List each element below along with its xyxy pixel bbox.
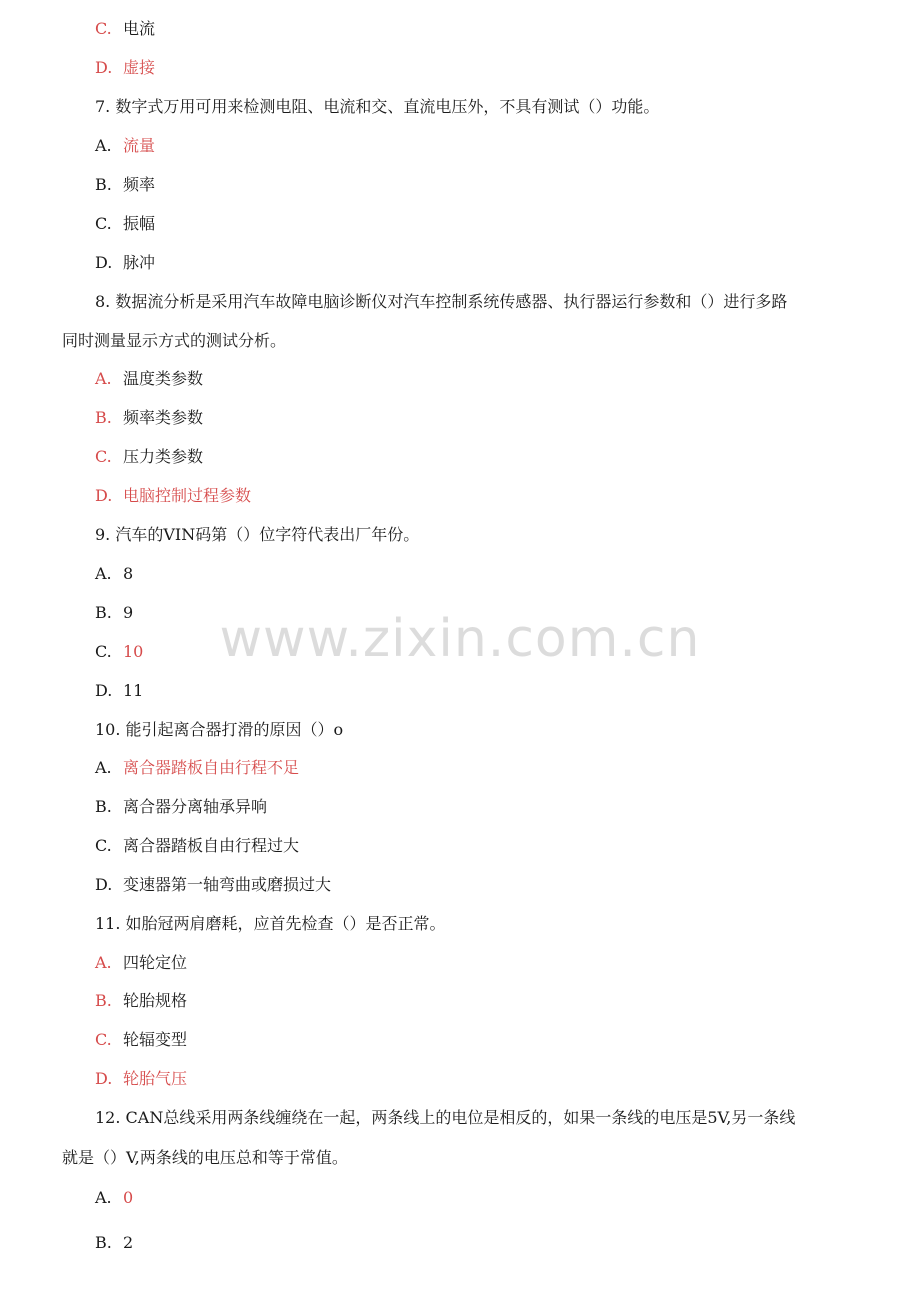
question-8-stem-continued: 同时测量显示方式的测试分析。 bbox=[62, 331, 287, 350]
option-letter: A. bbox=[95, 369, 112, 388]
option-letter: D. bbox=[95, 875, 113, 894]
option-text: 轮胎气压 bbox=[123, 1069, 188, 1088]
option-letter: B. bbox=[95, 603, 112, 622]
option-letter: B. bbox=[95, 175, 112, 194]
option-text: 0 bbox=[123, 1188, 134, 1207]
option-c[interactable] bbox=[95, 1030, 187, 1050]
option-letter: A. bbox=[95, 758, 112, 777]
option-letter: B. bbox=[95, 991, 112, 1010]
option-text: 2 bbox=[123, 1233, 134, 1252]
question-12-stem: 12. CAN总线采用两条线缠绕在一起，两条线上的电位是相反的，如果一条线的电压是5V,另一条线 bbox=[95, 1108, 796, 1127]
option-a[interactable] bbox=[95, 1188, 133, 1208]
option-text: 轮胎规格 bbox=[123, 991, 188, 1010]
question-11-stem: 11. 如胎冠两肩磨耗，应首先检查（）是否正常。 bbox=[95, 914, 446, 933]
option-a[interactable] bbox=[95, 369, 203, 389]
option-letter: A. bbox=[95, 953, 112, 972]
option-letter: B. bbox=[95, 408, 112, 427]
option-letter: D. bbox=[95, 253, 113, 272]
option-letter: C. bbox=[95, 19, 112, 38]
question-8-stem: 8. 数据流分析是采用汽车故障电脑诊断仪对汽车控制系统传感器、执行器运行参数和（）进行多路 bbox=[95, 292, 788, 311]
option-b[interactable] bbox=[95, 1233, 133, 1253]
option-text: 8 bbox=[123, 564, 134, 583]
option-text: 压力类参数 bbox=[123, 447, 204, 466]
option-letter: B. bbox=[95, 797, 112, 816]
watermark: www.zixin.com.cn bbox=[219, 609, 701, 669]
option-b[interactable] bbox=[95, 408, 203, 428]
option-c[interactable] bbox=[95, 19, 155, 39]
option-text: 流量 bbox=[123, 136, 156, 155]
option-text: 离合器分离轴承异响 bbox=[123, 797, 268, 816]
option-text: 轮辐变型 bbox=[123, 1030, 188, 1049]
option-text: 变速器第一轴弯曲或磨损过大 bbox=[123, 875, 332, 894]
option-letter: C. bbox=[95, 642, 112, 661]
option-a[interactable] bbox=[95, 136, 155, 156]
option-text: 四轮定位 bbox=[123, 953, 188, 972]
option-letter: C. bbox=[95, 836, 112, 855]
option-letter: D. bbox=[95, 486, 113, 505]
question-12-stem-continued: 就是（）V,两条线的电压总和等于常值。 bbox=[62, 1148, 348, 1167]
option-text: 脉冲 bbox=[123, 253, 156, 272]
option-letter: C. bbox=[95, 447, 112, 466]
option-text: 离合器踏板自由行程过大 bbox=[123, 836, 300, 855]
option-text: 10 bbox=[123, 642, 144, 661]
question-7-stem: 7. 数字式万用可用来检测电阻、电流和交、直流电压外，不具有测试（）功能。 bbox=[95, 97, 660, 116]
option-d[interactable] bbox=[95, 253, 155, 273]
option-letter: C. bbox=[95, 214, 112, 233]
option-letter: A. bbox=[95, 136, 112, 155]
option-d[interactable] bbox=[95, 486, 251, 506]
option-c[interactable] bbox=[95, 642, 143, 662]
option-letter: B. bbox=[95, 1233, 112, 1252]
option-c[interactable] bbox=[95, 836, 299, 856]
option-letter: D. bbox=[95, 681, 113, 700]
option-letter: C. bbox=[95, 1030, 112, 1049]
option-text: 温度类参数 bbox=[123, 369, 204, 388]
option-letter: D. bbox=[95, 1069, 113, 1088]
option-b[interactable] bbox=[95, 603, 133, 623]
option-letter: D. bbox=[95, 58, 113, 77]
option-c[interactable] bbox=[95, 214, 155, 234]
option-a[interactable] bbox=[95, 758, 299, 778]
option-c[interactable] bbox=[95, 447, 203, 467]
option-a[interactable] bbox=[95, 953, 187, 973]
option-d[interactable] bbox=[95, 1069, 187, 1089]
question-10-stem: 10. 能引起离合器打滑的原因（）o bbox=[95, 720, 344, 739]
option-d[interactable] bbox=[95, 875, 331, 895]
option-letter: A. bbox=[95, 1188, 112, 1207]
option-d[interactable] bbox=[95, 58, 155, 78]
option-text: 电流 bbox=[123, 19, 156, 38]
option-letter: A. bbox=[95, 564, 112, 583]
option-text: 频率 bbox=[123, 175, 156, 194]
option-text: 虚接 bbox=[123, 58, 156, 77]
option-b[interactable] bbox=[95, 797, 267, 817]
option-text: 11 bbox=[123, 681, 144, 700]
option-text: 电脑控制过程参数 bbox=[123, 486, 252, 505]
option-text: 9 bbox=[123, 603, 134, 622]
option-text: 振幅 bbox=[123, 214, 156, 233]
option-a[interactable] bbox=[95, 564, 133, 584]
option-b[interactable] bbox=[95, 175, 155, 195]
option-text: 频率类参数 bbox=[123, 408, 204, 427]
question-9-stem: 9. 汽车的VIN码第（）位字符代表出厂年份。 bbox=[95, 525, 420, 544]
option-b[interactable] bbox=[95, 991, 187, 1011]
option-d[interactable] bbox=[95, 681, 143, 701]
option-text: 离合器踏板自由行程不足 bbox=[123, 758, 300, 777]
